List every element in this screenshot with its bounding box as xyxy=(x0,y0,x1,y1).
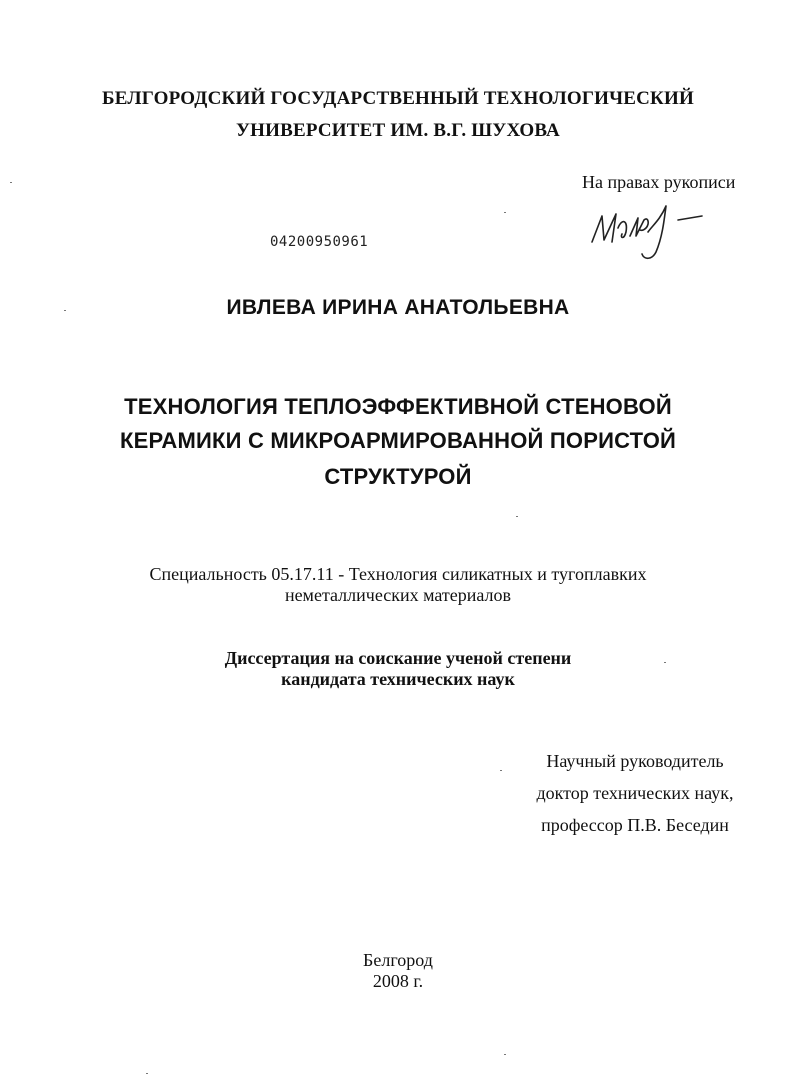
scan-speck xyxy=(664,662,666,663)
specialty-line-2: неметаллических материалов xyxy=(284,585,512,605)
dissertation-title-line-3: СТРУКТУРОЙ xyxy=(324,464,472,489)
scan-speck xyxy=(146,1073,148,1074)
supervisor-role: Научный руководитель xyxy=(546,751,724,771)
supervisor-degree: доктор технических наук, xyxy=(536,783,734,803)
document-number: 04200950961 xyxy=(270,234,369,250)
specialty-line-1: Специальность 05.17.11 - Технология силикатных и тугоплавких xyxy=(149,564,647,584)
university-name-line-2: УНИВЕРСИТЕТ ИМ. В.Г. ШУХОВА xyxy=(236,120,560,141)
dissertation-title-line-2: КЕРАМИКИ С МИКРОАРМИРОВАННОЙ ПОРИСТОЙ xyxy=(119,428,677,453)
author-signature xyxy=(578,198,708,264)
author-name: ИВЛЕВА ИРИНА АНАТОЛЬЕВНА xyxy=(226,296,570,319)
scan-speck xyxy=(504,212,506,213)
degree-line-2: кандидата технических наук xyxy=(281,669,515,689)
scan-speck xyxy=(504,1054,506,1055)
scan-speck xyxy=(10,182,12,183)
year: 2008 г. xyxy=(372,971,424,991)
dissertation-title-line-1: ТЕХНОЛОГИЯ ТЕПЛОЭФФЕКТИВНОЙ СТЕНОВОЙ xyxy=(124,394,672,419)
city: Белгород xyxy=(363,950,433,970)
scan-speck xyxy=(516,516,518,517)
manuscript-rights-note: На правах рукописи xyxy=(582,172,736,192)
scan-speck xyxy=(500,770,502,771)
supervisor-name: профессор П.В. Беседин xyxy=(541,815,729,835)
university-name-line-1: БЕЛГОРОДСКИЙ ГОСУДАРСТВЕННЫЙ ТЕХНОЛОГИЧЕСКИЙ xyxy=(102,88,694,109)
degree-line-1: Диссертация на соискание ученой степени xyxy=(224,648,572,668)
scan-speck xyxy=(64,310,66,311)
